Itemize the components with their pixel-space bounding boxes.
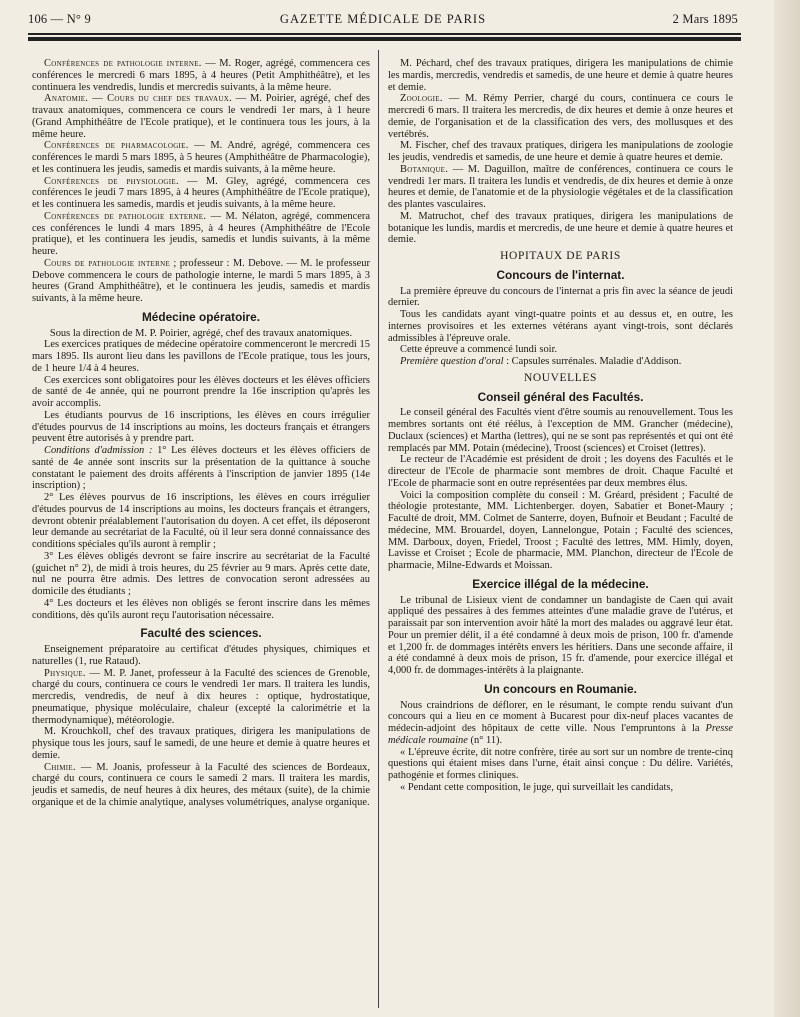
paragraph-text: — M. André, agrégé, commencera ces conférences le mardi 5 mars 1895, à 5 heures (Amphithéâtre de Pharmacologie), et les continuera les jeudis, samedis et mardis suivants, à la même heure. [32, 140, 370, 175]
paragraph: M. Krouchkoll, chef des travaux pratiques, dirigera les manipulations de physique tous les jours, sauf le samedi, de une heure et demie à quatre heures et demie. [32, 726, 370, 761]
paragraph: M. Matruchot, chef des travaux pratiques, dirigera les manipulations de botanique les lundis, mardis et mercredis, de une heure et demie à quatre heures et demie. [388, 210, 733, 246]
paragraph-text: 1° Les élèves docteurs et les élèves officiers de santé de 4e année sont inscrits sur la présentation de la quittance à souche constatant le paiement des droits afférents à l'inscription de janvier 1895 (14e inscription) ; [32, 445, 370, 492]
paragraph-text: — M. Roger, agrégé, commencera ces conférences le mercredi 6 mars 1895, à 4 heures (Petit Amphithéâtre), et les continuera les vendredis, lundis et mercredis suivants, à la même heure. [32, 58, 370, 93]
paragraph: Voici la composition complète du conseil : M. Gréard, président ; Faculté de théologie protestante, MM. Lichtenberger. doyen, Sabatier et Bonet-Maury ; Faculté de droit, MM. Colmet de Santerre, doyen, Bufnoir et Beudant ; Faculté de médecine, MM. Brouardel, doyen, Lannelongue, Potain ; Faculté des sciences, MM. Darboux, doyen, Friedel, Troost ; Faculté des lettres, MM. Himly, doyen, Lavisse et Croiset ; Ecole de pharmacie, MM. Planchon, directeur de l'Ecole de pharmacie, Milne-Edwards et Moissan. [388, 489, 733, 571]
paragraph [388, 700, 733, 747]
paragraph [388, 93, 733, 140]
paragraph [388, 164, 733, 211]
section-lead: Zoologie. [400, 93, 443, 105]
paragraph: M. Péchard, chef des travaux pratiques, dirigera les manipulations de chimie les mardis, mercredis, vendredis et samedis, de une heure et demie à quatre heures et demie. [388, 58, 733, 93]
paragraph-text: (n° 11). [467, 734, 503, 746]
section-heading: HOPITAUX DE PARIS [500, 250, 621, 262]
section-heading: Médecine opératoire. [141, 309, 260, 324]
left-column [32, 58, 370, 809]
paragraph: 3° Les élèves obligés devront se faire inscrire au secrétariat de la Faculté (guichet n° 2), de midi à trois heures, du 25 février au 9 mars. Après cette date, nul ne pourra être admis. Des lettres de convocation seront adressées au domicile des étudiants ; [32, 550, 370, 597]
section-lead: Physique. [44, 667, 86, 679]
section-lead: Cours de pathologie interne [44, 257, 171, 269]
paragraph [32, 445, 370, 492]
paragraph-text: — M. P. Janet, professeur à la Faculté des sciences de Grenoble, chargé du cours, continuera ce cours le vendredi 1er mars. Il traitera les lundis, mercredis, vendredis, de neuf à dix heures : optique, hydrostatique, pneumatique, physique moléculaire, chaleur (excepté la calorimétrie et la thermodynamique), météorologie. [32, 667, 370, 726]
italic-citation: Presse médicale roumaine [388, 723, 733, 746]
italic-lead: Conditions d'admission : [44, 445, 153, 456]
section-lead: Conférences de physiologie. [44, 175, 179, 187]
italic-lead: Première question d'oral [400, 356, 504, 367]
paragraph-text: — M. Rémy Perrier, chargé du cours, continuera ce cours le mercredi 6 mars. Il traitera les mercredis, de dix heures et demie à onze heures et demie, de l'organisation et de la classification des vers, des mollusques et des vertébrés. [388, 93, 733, 140]
paragraph [32, 211, 370, 258]
paragraph: Les exercices pratiques de médecine opératoire commenceront le mercredi 15 mars 1895. Ils auront lieu dans les pavillons de l'Ecole pratique, tous les jours, de 1 heure 1/4 à 4 heures. [32, 339, 370, 374]
paragraph-text: ; professeur : M. Debove. — M. le professeur Debove commencera le cours de pathologie interne, le mardi 5 mars 1895, à 3 heures (Grand Amphithéâtre), et le continuera les jeudis, samedis et mardis suivants, à la même heure. [32, 257, 370, 304]
column-divider [378, 50, 379, 1008]
section-lead: Anatomie. — Cours du chef des travaux. [44, 93, 232, 105]
paragraph [388, 356, 733, 368]
header-rule-thin [28, 33, 741, 35]
paragraph: M. Fischer, chef des travaux pratiques, dirigera les manipulations de zoologie les jeudis, vendredis et samedis, de une heure et demie à quatre heures et demie. [388, 140, 733, 163]
section-heading: NOUVELLES [523, 371, 598, 384]
paragraph-text: Nous craindrions de déflorer, en le résumant, le compte rendu suivant d'un concours qui a lieu en ce moment à Bucarest pour dix-neuf places vacantes de médecin-adjoint des hôpitaux de cette ville. Nous l'empruntons à la [388, 699, 733, 734]
page-number: 106 — N° 9 [28, 12, 91, 26]
section-heading: Exercice illégal de la médecine. [472, 576, 649, 591]
section-heading: Faculté des sciences. [140, 626, 262, 641]
page-edge [774, 0, 800, 1017]
paragraph: La première épreuve du concours de l'internat a pris fin avec la séance de jeudi dernier. [388, 285, 733, 309]
section-lead: Chimie. [44, 761, 76, 773]
paragraph: Tous les candidats ayant vingt-quatre points et au dessus et, en outre, les internes provisoires et les externes vétérans ayant vingt-trois, sont déclarés admissibles à l'épreuve orale. [388, 309, 733, 344]
paragraph [32, 762, 370, 809]
section-heading: Concours de l'internat. [496, 267, 625, 282]
paragraph: Ces exercices sont obligatoires pour les élèves docteurs et les élèves officiers de santé de 4e année, qui ne pourront prendre la 16e inscription qu'après les avoir accomplis. [32, 374, 370, 409]
section-lead: Conférences de pathologie interne. [44, 58, 202, 69]
paragraph: Cette épreuve a commencé lundi soir. [400, 344, 558, 356]
paragraph: Le conseil général des Facultés vient d'être soumis au renouvellement. Tous les membres sortants ont été réélus, à l'exception de MM. Grancher (médecine), Duclaux (sciences) et Martha (lettres), qui ne se sont pas représentés et qui ont été remplacés par MM. Potain (médecine), Troost (sciences) et Croiset (lettres). [388, 407, 733, 454]
paragraph: Le tribunal de Lisieux vient de condamner un bandagiste de Caen qui avait appliqué des pessaires à des femmes atteintes d'une maladie grave de l'utérus, et paraissait par son intervention avoir hâté la mort des malades ou aggravé leur état. Pour un premier délit, il a été condamné à deux mois de prison, 100 fr. d'amende et 1,200 fr. de dommages intérêts envers les héritiers. Dans une seconde affaire, il a été condamné à deux mois de prison, 15 fr. d'amende, pour exercice illégal et 4,000 fr. de dommages-intérêts à la plaignante. [388, 594, 733, 676]
section-lead: Conférences de pharmacologie. [44, 140, 189, 152]
section-lead: Botanique. [400, 163, 449, 175]
paragraph: « L'épreuve écrite, dit notre confrère, tirée au sort sur un nombre de trente-cinq questions qui étaient mises dans l'urne, était ainsi conçue : Du délire. Variétés, pathogénie et formes cliniques. [388, 746, 733, 781]
paragraph [32, 176, 370, 211]
header-rule-thick [28, 37, 741, 41]
paragraph: Enseignement préparatoire au certificat d'études physiques, chimiques et naturelles (1, rue Rataud). [32, 644, 370, 667]
paragraph-text: — M. Poirier, agrégé, chef des travaux anatomiques, commencera ce cours le vendredi 1er mars, à 1 heure (Grand Amphithéâtre de l'Ecole pratique), et le continuera tous les jours, à la même heure. [32, 93, 370, 140]
paragraph-text: — M. Daguillon, maître de conférences, continuera ce cours le vendredi 1er mars. Il traitera les lundis et vendredis, de dix heures et demie à onze heures et demie, de l'anatomie et de la physiologie végétales et de la classification des plantes vasculaires. [388, 163, 733, 210]
paragraph [32, 668, 370, 727]
paragraph-text: — M. Nélaton, agrégé, commencera ces conférences le lundi 4 mars 1895, à 4 heures (Amphithéâtre de l'Ecole pratique), et les continuera les jeudis, samedis et lundis suivants, à la même heure. [32, 210, 371, 257]
section-subheading: Sous la direction de M. P. Poirier, agrégé, chef des travaux anatomiques. [49, 327, 353, 339]
journal-title: GAZETTE MÉDICALE DE PARIS [279, 12, 487, 26]
paragraph: 4° Les docteurs et les élèves non obligés se feront inscrire dans les mêmes conditions, dès qu'ils auront reçu l'autorisation nécessaire. [32, 597, 370, 621]
paragraph-text: — M. Gley, agrégé, commencera ces conférences le jeudi 7 mars 1895, à 4 heures (Amphithéâtre de l'Ecole pratique), et les continuera les samedis, mardis et jeudis suivants, à la même heure. [32, 175, 371, 210]
paragraph [32, 258, 370, 305]
paragraph: Les étudiants pourvus de 16 inscriptions, les élèves en cours irrégulier d'études pourvus de 14 inscriptions au moins, les docteurs français et étrangers peuvent être autorisés à y prendre part. [32, 409, 370, 445]
paragraph-text: — M. Joanis, professeur à la Faculté des sciences de Bordeaux, chargé du cours, continuera ce cours le samedi 2 mars. Il traitera les mardis, jeudis et samedis, de neuf heures à dix heures, des métaux (suite), de la chimie organique et de la chimie analytique, analyses volumétriques, analyse organique. [32, 761, 370, 808]
section-lead: Conférences de pathologie externe. [44, 210, 207, 222]
section-heading: Un concours en Roumanie. [484, 681, 637, 696]
paragraph: Le recteur de l'Académie est président de droit ; les doyens des Facultés et le directeur de l'Ecole de pharmacie sont membres de droit. Chaque Faculté et l'Ecole de pharmacie sont en outre représentées par deux membres élus. [388, 454, 733, 489]
page-header [28, 12, 738, 30]
paragraph: « Pendant cette composition, le juge, qui surveillait les candidats, [400, 781, 674, 793]
paragraph-text: : Capsules surrénales. Maladie d'Addison. [503, 356, 682, 367]
issue-date: 2 Mars 1895 [672, 12, 738, 26]
section-heading: Conseil général des Facultés. [477, 389, 644, 404]
paragraph [32, 58, 370, 93]
right-column [388, 58, 733, 794]
paragraph [32, 93, 370, 140]
paragraph: 2° Les élèves pourvus de 16 inscriptions, les élèves en cours irrégulier d'études pourvus de 14 inscriptions au moins, les docteurs français et étrangers, devront obtenir préalablement l'autorisation du doyen. A cet effet, ils déposeront leur demande au secrétariat de la Faculté, où il leur sera donné connaissance des conditions spéciales qu'ils auront à remplir ; [32, 492, 370, 550]
paragraph [32, 140, 370, 175]
